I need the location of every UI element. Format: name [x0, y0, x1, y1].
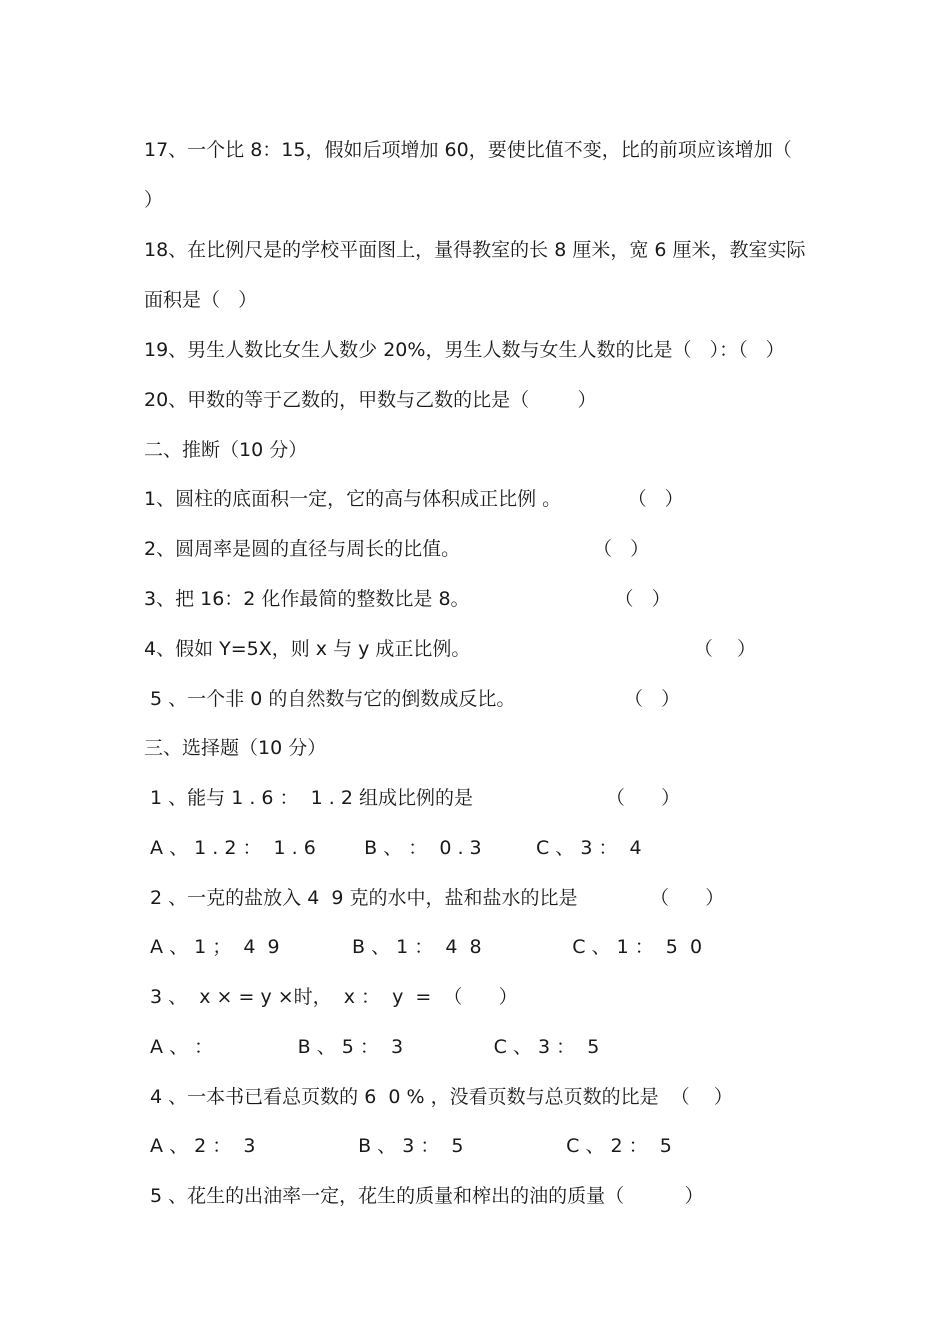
choice-2-question: 2 、一克的盐放入 4 9 克的水中，盐和盐水的比是 （ ） — [144, 887, 725, 909]
choice-1-options: A 、 1 . 2 ： 1 . 6 B 、 ： 0 . 3 C 、 3 ： 4 — [144, 837, 642, 859]
question-18-line-1: 18、在比例尺是的学校平面图上，量得教室的长 8 厘米，宽 6 厘米，教室实际 — [144, 239, 806, 261]
question-17-line-1: 17、一个比 8：15，假如后项增加 60，要使比值不变，比的前项应该增加（ — [144, 139, 792, 161]
question-17-line-2: ） — [144, 189, 164, 211]
question-20: 20、甲数的等于乙数的，甲数与乙数的比是（ ） — [144, 389, 597, 411]
choice-4-question: 4 、一本书已看总页数的 6 0 % ，没看页数与总页数的比是 （ ） — [144, 1086, 733, 1108]
judge-1: 1、圆柱的底面积一定，它的高与体积成正比例 。 （ ） — [144, 488, 684, 510]
judge-5: 5 、一个非 0 的自然数与它的倒数成反比。 （ ） — [144, 688, 681, 710]
section-2-heading: 二、推断（10 分） — [144, 439, 308, 461]
choice-2-options: A 、 1 ； 4 9 B 、 1 ： 4 8 C 、 1 ： 5 0 — [144, 936, 703, 958]
choice-3-options: A 、 ： B 、 5 ： 3 C 、 3 ： 5 — [144, 1036, 600, 1058]
question-18-line-2: 面积是（ ） — [144, 289, 258, 311]
choice-4-options: A 、 2 ： 3 B 、 3 ： 5 C 、 2 ： 5 — [144, 1135, 672, 1157]
choice-5-question: 5 、花生的出油率一定，花生的质量和榨出的油的质量（ ） — [144, 1185, 704, 1207]
choice-1-question: 1 、能与 1 . 6 ： 1 . 2 组成比例的是 （ ） — [144, 787, 681, 809]
choice-3-question: 3 、 x × = y ×时， x ： y = （ ） — [144, 986, 518, 1008]
section-3-heading: 三、选择题（10 分） — [144, 737, 327, 759]
judge-2: 2、圆周率是圆的直径与周长的比值。 （ ） — [144, 538, 650, 560]
question-19: 19、男生人数比女生人数少 20%，男生人数与女生人数的比是（ ）：（ ） — [144, 339, 785, 361]
judge-3: 3、把 16：2 化作最简的整数比是 8。 （ ） — [144, 588, 671, 610]
judge-4: 4、假如 Y=5X，则 x 与 y 成正比例。 （ ） — [144, 638, 757, 660]
